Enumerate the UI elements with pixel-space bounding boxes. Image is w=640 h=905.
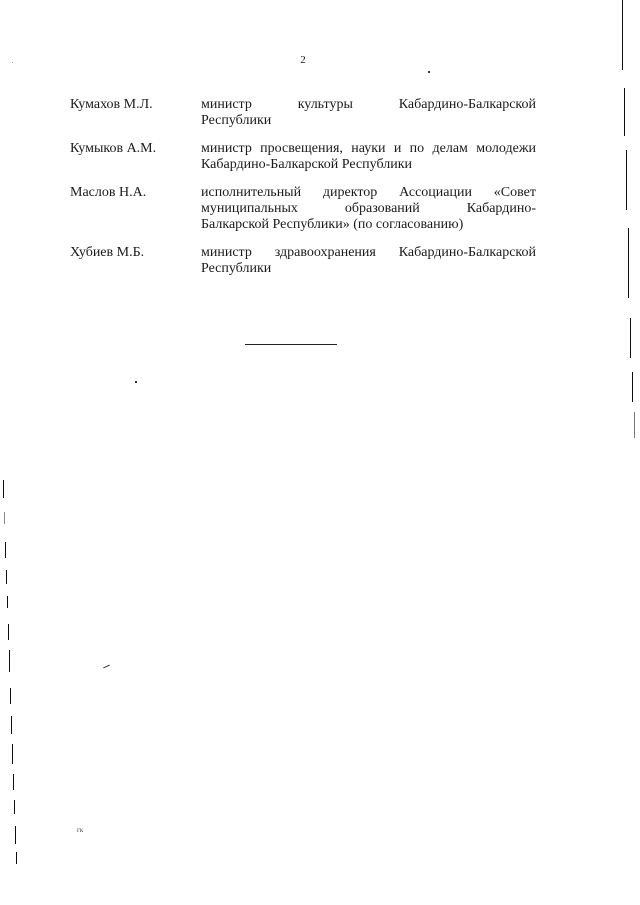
position-line: муниципальных образований Кабардино- [201, 201, 536, 216]
scan-mark [10, 688, 11, 704]
scan-mark [630, 318, 631, 358]
member-name: Кумахов М.Л. [70, 97, 153, 112]
member-position [201, 185, 536, 233]
scan-mark [14, 800, 15, 814]
scan-mark [16, 852, 17, 864]
scan-mark [628, 228, 629, 298]
member-row [70, 185, 536, 233]
scan-speck [12, 62, 13, 63]
scan-mark [15, 826, 16, 844]
scan-mark [624, 88, 625, 136]
scan-mark [12, 744, 13, 764]
member-row [70, 245, 536, 277]
scan-mark [3, 480, 4, 498]
position-line: Балкарской Республики» (по согласованию) [201, 217, 464, 232]
scan-mark [634, 412, 635, 438]
member-name: Маслов Н.А. [70, 185, 147, 200]
member-position [201, 141, 536, 173]
scan-mark [8, 624, 9, 640]
member-name: Хубиев М.Б. [70, 245, 145, 260]
scan-mark [9, 650, 10, 672]
scan-mark [5, 542, 6, 558]
scan-speck [135, 381, 137, 383]
member-position [201, 245, 536, 277]
members-list [70, 97, 536, 289]
separator-line [245, 344, 337, 345]
position-line: министр здравоохранения Кабардино-Балкарской [201, 245, 536, 260]
scan-mark [11, 716, 12, 734]
member-row [70, 97, 536, 129]
member-row [70, 141, 536, 173]
scan-mark [626, 150, 627, 210]
scan-speck [428, 71, 430, 73]
scan-mark [7, 596, 8, 608]
scan-mark [13, 774, 14, 790]
position-line: исполнительный директор Ассоциации «Совет [201, 185, 536, 200]
scan-speck [103, 665, 110, 669]
page-number: 2 [300, 54, 306, 66]
member-position [201, 97, 536, 129]
position-line: Республики [201, 261, 272, 276]
member-name: Кумыков А.М. [70, 141, 157, 156]
position-line: Кабардино-Балкарской Республики [201, 157, 412, 172]
scan-mark [632, 372, 633, 402]
position-line: Республики [201, 113, 272, 128]
scan-mark [6, 570, 7, 584]
scan-mark [4, 512, 5, 524]
position-line: министр просвещения, науки и по делам молодежи [201, 141, 536, 156]
corner-mark: гк [77, 826, 84, 834]
scan-mark [622, 0, 623, 70]
position-line: министр культуры Кабардино-Балкарской [201, 97, 536, 112]
